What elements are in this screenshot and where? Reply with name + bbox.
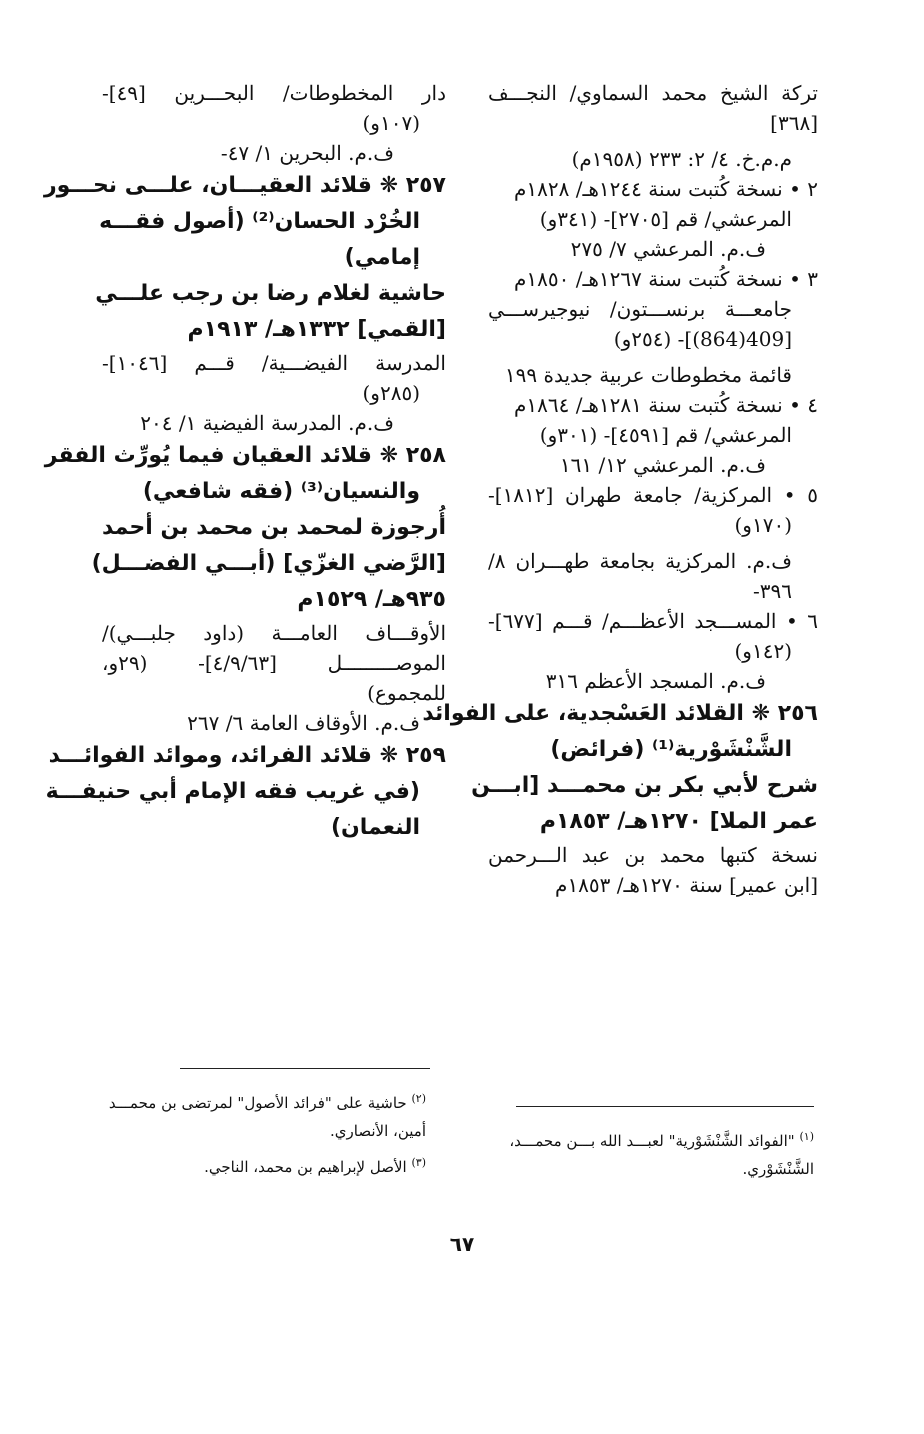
catalog-line: (٢٨٥و) xyxy=(362,381,420,405)
left-column xyxy=(43,78,446,846)
catalog-line: [٣٦٨] xyxy=(770,111,818,135)
catalog-line: ٢٥٩ ❋ قلائد الفرائد، وموائد الفوائـــد xyxy=(48,743,446,768)
catalog-line: ٦ • المســـجد الأعظـــم/ قـــم [٦٧٧]- xyxy=(488,609,818,633)
catalog-line: والنسيان⁽³⁾ (فقه شافعي) xyxy=(142,479,420,504)
catalog-line: ٥ • المركزية/ جامعة طهران [١٨١٢]- xyxy=(488,483,818,507)
catalog-line: [409(864)]- (٢٥٤و) xyxy=(613,327,792,351)
catalog-line: الشَّنْشَوْرية⁽¹⁾ (فرائض) xyxy=(550,737,792,762)
footnote-marker: (٣) xyxy=(411,1156,426,1169)
catalog-line: المرعشي/ قم [٤٥٩١]- (٣٠١و) xyxy=(539,423,792,447)
catalog-line: ف.م. المدرسة الفيضية ١/ ٢٠٤ xyxy=(140,411,394,435)
footnote-marker: (٢) xyxy=(411,1092,426,1105)
footnote-marker: (١) xyxy=(799,1130,814,1143)
catalog-line: (في غريب فقه الإمام أبي حنيفـــة xyxy=(45,779,420,804)
footnote-line xyxy=(466,1154,814,1184)
footnote-line xyxy=(112,1116,426,1146)
catalog-line: ف.م. المرعشي ١٢/ ١٦١ xyxy=(559,453,766,477)
catalog-line: ٢٥٨ ❋ قلائد العقيان فيما يُورِّث الفقر xyxy=(44,443,446,468)
right-column xyxy=(422,78,818,900)
footnote-line xyxy=(112,1148,426,1182)
catalog-line: (١٧٠و) xyxy=(734,513,792,537)
catalog-line: نسخة كتبها محمد بن عبد الـــرحمن xyxy=(488,843,818,867)
catalog-line: تركة الشيخ محمد السماوي/ النجـــف xyxy=(488,81,818,105)
catalog-line: شرح لأبي بكر بن محمـــد [ابـــن xyxy=(471,773,818,798)
catalog-line: (١٤٢و) xyxy=(734,639,792,663)
catalog-line: دار المخطوطات/ البحـــرين [٤٩]- xyxy=(102,81,446,105)
catalog-line: الأوقـــاف العامـــة (داود جلبـــي)/ xyxy=(102,621,446,645)
catalog-line: قائمة مخطوطات عربية جديدة ١٩٩ xyxy=(504,363,792,387)
catalog-line: [القمي] ١٣٣٢هـ/ ١٩١٣م xyxy=(187,317,446,342)
footnote-text: الأصل لإبراهيم بن محمد، الناجي. xyxy=(204,1158,407,1176)
footnote-line xyxy=(466,1122,814,1156)
catalog-line: ٤ • نسخة كُتبت سنة ١٢٨١هـ/ ١٨٦٤م xyxy=(514,393,818,417)
footnote-text: حاشية على "فرائد الأصول" لمرتضى بن محمـــد xyxy=(108,1094,407,1112)
catalog-line: ف.م. الأوقاف العامة ٦/ ٢٦٧ xyxy=(187,711,420,735)
catalog-line: عمر الملا] ١٢٧٠هـ/ ١٨٥٣م xyxy=(539,809,818,834)
catalog-line: ٢٥٧ ❋ قلائد العقيـــان، علـــى نحـــور xyxy=(43,173,446,198)
catalog-line: حاشية لغلام رضا بن رجب علـــي xyxy=(95,281,446,306)
catalog-line: إمامي) xyxy=(344,245,420,270)
catalog-line: م.م.خ. ٤/ ٢: ٢٣٣ (١٩٥٨م) xyxy=(571,147,792,171)
catalog-line: ف.م. المسجد الأعظم ٣١٦ xyxy=(545,669,766,693)
footnote-text: الشَّنْشَوْري. xyxy=(742,1160,814,1178)
catalog-line: ف.م. المرعشي ٧/ ٢٧٥ xyxy=(570,237,766,261)
footnote-text: "الفوائد الشَّنْشَوْرية" لعبـــد الله بـــن محمـــد، xyxy=(509,1132,795,1150)
catalog-line: للمجموع) xyxy=(367,681,446,705)
footnote-rule-left xyxy=(180,1068,430,1069)
footnote-text: أمين، الأنصاري. xyxy=(330,1122,426,1140)
catalog-line: ٣ • نسخة كُتبت سنة ١٢٦٧هـ/ ١٨٥٠م xyxy=(514,267,818,291)
catalog-line: الخُرْد الحسان⁽²⁾ (أصول فقـــه xyxy=(99,209,420,234)
catalog-line: النعمان) xyxy=(330,815,420,840)
footnote-rule-right xyxy=(516,1106,814,1107)
catalog-line: ٣٩٦- xyxy=(753,579,792,603)
catalog-line: المدرسة الفيضـــية/ قـــم [١٠٤٦]- xyxy=(102,351,446,375)
catalog-line: ٢٥٦ ❋ القلائد العَسْجدية، على الفوائد xyxy=(422,701,818,726)
catalog-line: ف.م. المركزية بجامعة طهـــران ٨/ xyxy=(488,549,792,573)
catalog-line: المرعشي/ قم [٢٧٠٥]- (٣٤١و) xyxy=(539,207,792,231)
catalog-line: [الرَّضي الغزّي] (أبـــي الفضـــل) xyxy=(91,551,446,576)
catalog-line: الموصـــــــــل [٤/٩/٦٣]- (٢٩و، xyxy=(102,651,446,675)
catalog-line: (١٠٧و) xyxy=(362,111,420,135)
page-number: ٦٧ xyxy=(449,1232,475,1256)
catalog-line: ٢ • نسخة كُتبت سنة ١٢٤٤هـ/ ١٨٢٨م xyxy=(514,177,818,201)
catalog-line: ٩٣٥هـ/ ١٥٢٩م xyxy=(297,587,446,612)
catalog-line: جامعـــة برنســـتون/ نيوجيرســـي xyxy=(488,297,792,321)
footnote-line xyxy=(108,1084,426,1118)
catalog-line: [ابن عمير] سنة ١٢٧٠هـ/ ١٨٥٣م xyxy=(555,873,818,897)
catalog-line: ف.م. البحرين ١/ ٤٧- xyxy=(220,141,394,165)
catalog-line: أُرجوزة لمحمد بن محمد بن أحمد xyxy=(101,515,446,540)
